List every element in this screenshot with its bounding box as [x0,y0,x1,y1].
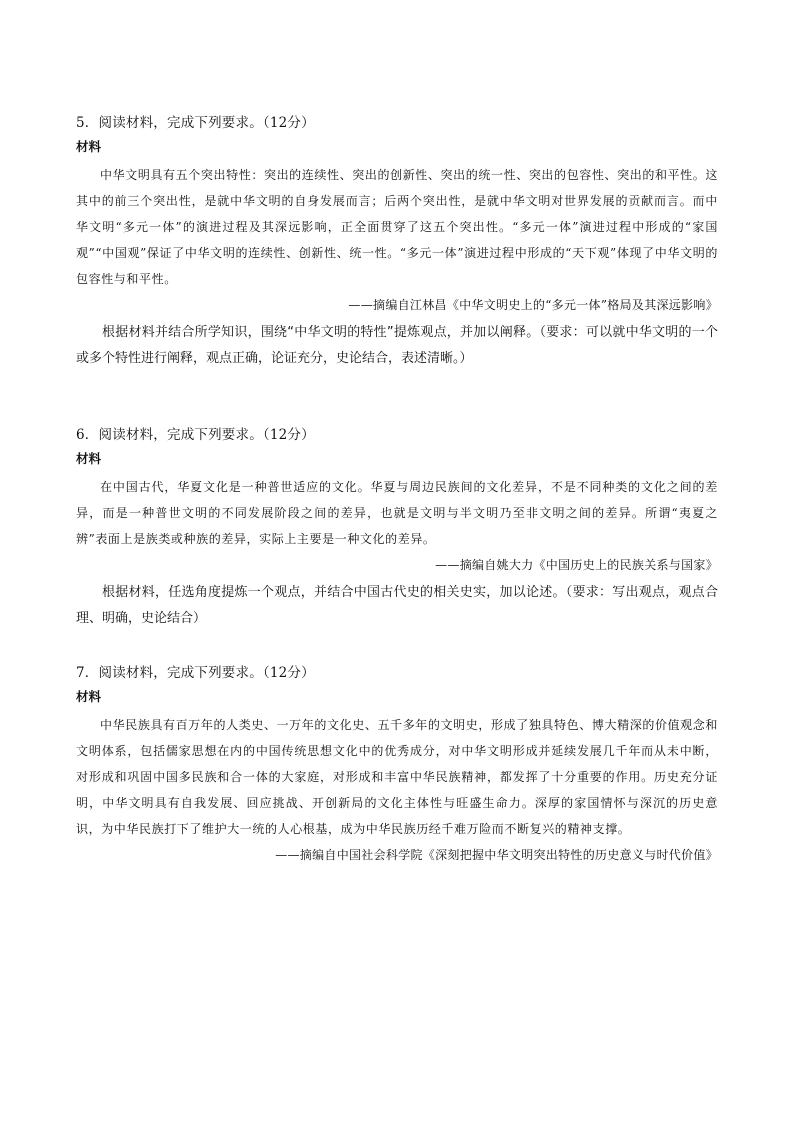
question-5 [76,112,718,372]
question-title: 5．阅读材料，完成下列要求。（12分） [76,115,315,131]
question-title: 7．阅读材料，完成下列要求。（12分） [76,665,315,681]
material-text: 中华文明具有五个突出特性：突出的连续性、突出的创新性、突出的统一性、突出的包容性、突出的和平性。这其中的前三个突出性，是就中华文明的自身发展而言；后两个突出性，是就中华文明对世界发展的贡献而言。而中华文明“多元一体”的演进过程及其深远影响，正全面贯穿了这五个突出性。“多元一体”演进过程中形成的“家国观”“中国观”保证了中华文明的连续性、创新性、统一性。“多元一体”演进过程中形成的“天下观”体现了中华文明的包容性与和平性。 [76,168,718,286]
material-label: 材料 [76,451,102,466]
material-source: ——摘编自中国社会科学院《深刻把握中华文明突出特性的历史意义与时代价值》 [275,848,718,862]
question-6 [76,424,718,632]
question-requirement: 根据材料，任选角度提炼一个观点，并结合中国古代史的相关史实，加以论述。（要求：写出观点，观点合理、明确，史论结合） [76,585,718,626]
material-text: 中华民族具有百万年的人类史、一万年的文化史、五千多年的文明史，形成了独具特色、博大精深的价值观念和文明体系，包括儒家思想在内的中国传统思想文化中的优秀成分，对中华文明形成并延续发展几千年而从未中断，对形成和巩固中国多民族和合一体的大家庭，对形成和丰富中华民族精神，都发挥了十分重要的作用。历史充分证明，中华文明具有自我发展、回应挑战、开创新局的文化主体性与旺盛生命力。深厚的家国情怀与深沉的历史意识，为中华民族打下了维护大一统的人心根基，成为中华民族历经千难万险而不断复兴的精神支撑。 [76,718,718,836]
question-title: 6．阅读材料，完成下列要求。（12分） [76,427,315,443]
material-label: 材料 [76,689,102,704]
material-source: ——摘编自江林昌《中华文明史上的“多元一体”格局及其深远影响》 [348,298,718,312]
material-label: 材料 [76,139,102,154]
material-source: ——摘编自姚大力《中国历史上的民族关系与国家》 [435,558,718,572]
question-7 [76,662,718,868]
document-page [76,112,718,868]
material-text: 在中国古代，华夏文化是一种普世适应的文化。华夏与周边民族间的文化差异，不是不同种类的文化之间的差异，而是一种普世文明的不同发展阶段之间的差异，也就是文明与半文明乃至非文明之间的差异。所谓“夷夏之辨”表面上是族类或种族的差异，实际上主要是一种文化的差异。 [76,480,718,546]
question-requirement: 根据材料并结合所学知识，围绕“中华文明的特性”提炼观点，并加以阐释。（要求：可以就中华文明的一个或多个特性进行阐释，观点正确，论证充分，史论结合，表述清晰。） [76,325,718,366]
